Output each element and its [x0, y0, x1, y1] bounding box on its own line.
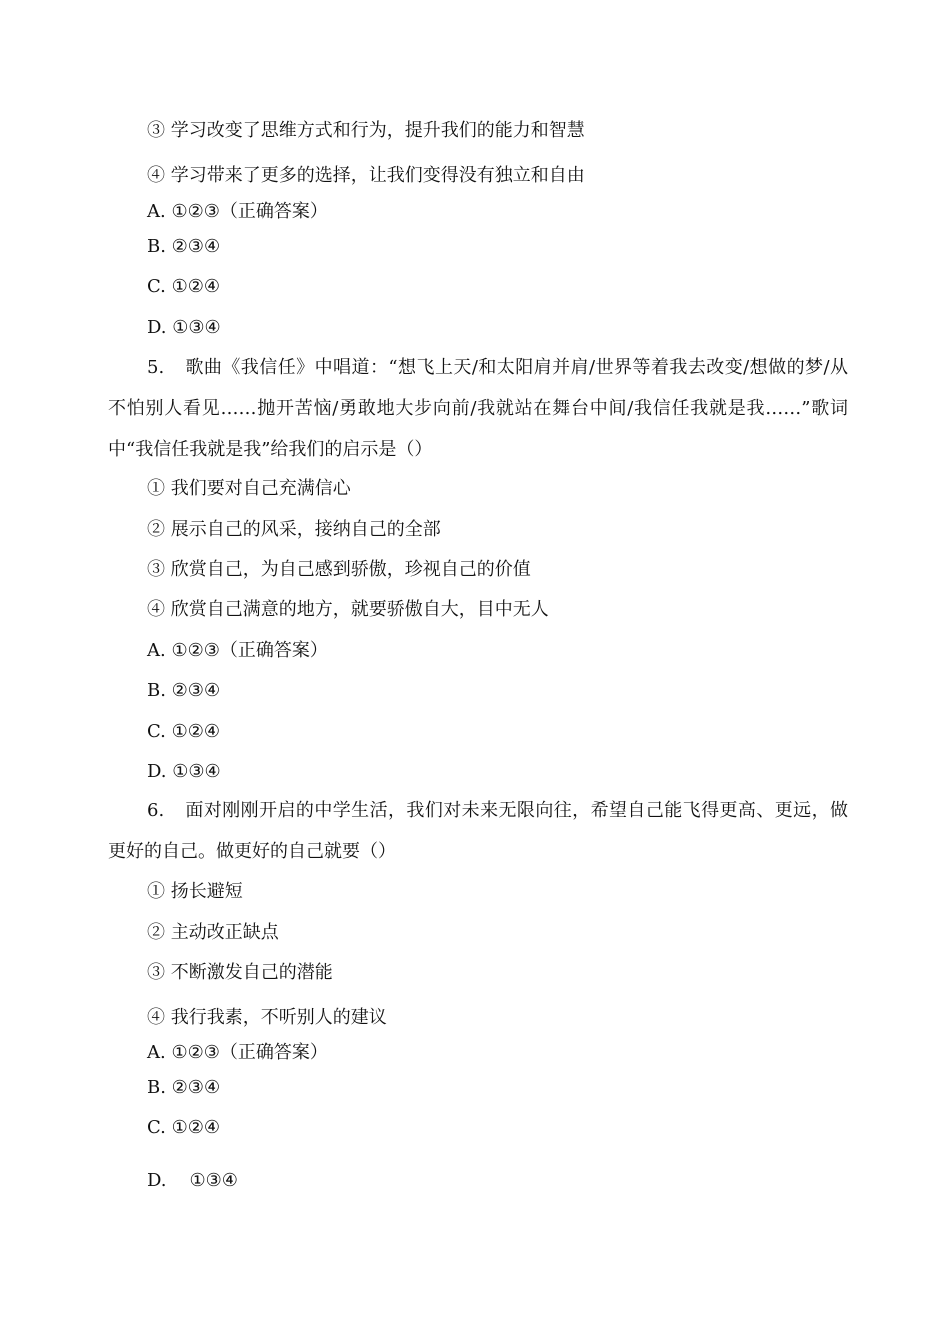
question-number: 5. — [147, 357, 165, 378]
option-d: D. ①③④ — [147, 317, 221, 338]
statement-2: ② 展示自己的风采，接纳自己的全部 — [147, 519, 441, 540]
statement-4: ④ 学习带来了更多的选择，让我们变得没有独立和自由 — [147, 165, 585, 186]
option-c: C. ①②④ — [147, 721, 220, 742]
question-text: 面对刚刚开启的中学生活，我们对未来无限向往，希望自己能飞得更高、更远，做更好的自己。做更好的自己就要（） — [108, 800, 848, 862]
option-c: C. ①②④ — [147, 1117, 220, 1138]
option-value: ①③④ — [189, 1170, 238, 1191]
statement-4: ④ 欣赏自己满意的地方，就要骄傲自大，目中无人 — [147, 599, 549, 620]
option-letter: D. — [147, 1170, 167, 1191]
option-d: D. ①③④ — [147, 761, 221, 782]
option-d — [147, 1169, 238, 1193]
statement-4: ④ 我行我素，不听别人的建议 — [147, 1007, 387, 1028]
option-b: B. ②③④ — [147, 236, 221, 257]
option-c: C. ①②④ — [147, 276, 220, 297]
option-a: A. ①②③（正确答案） — [147, 1042, 328, 1063]
statement-1: ① 扬长避短 — [147, 881, 243, 902]
statement-1: ① 我们要对自己充满信心 — [147, 478, 351, 499]
question-number: 6. — [147, 800, 165, 821]
statement-3: ③ 欣赏自己，为自己感到骄傲，珍视自己的价值 — [147, 559, 531, 580]
option-a: A. ①②③（正确答案） — [147, 201, 328, 222]
statement-2: ② 主动改正缺点 — [147, 922, 279, 943]
option-b: B. ②③④ — [147, 680, 221, 701]
question-6 — [108, 790, 848, 872]
question-text: 歌曲《我信任》中唱道：“想飞上天/和太阳肩并肩/世界等着我去改变/想做的梦/从不怕别人看见……抛开苦恼/勇敢地大步向前/我就站在舞台中间/我信任我就是我……”歌词中“我信任我就是我”给我们的启示是（） — [108, 357, 848, 460]
question-5 — [108, 347, 848, 470]
statement-3: ③ 不断激发自己的潜能 — [147, 962, 333, 983]
option-a: A. ①②③（正确答案） — [147, 640, 328, 661]
statement-3: ③ 学习改变了思维方式和行为，提升我们的能力和智慧 — [147, 120, 585, 141]
option-b: B. ②③④ — [147, 1077, 221, 1098]
